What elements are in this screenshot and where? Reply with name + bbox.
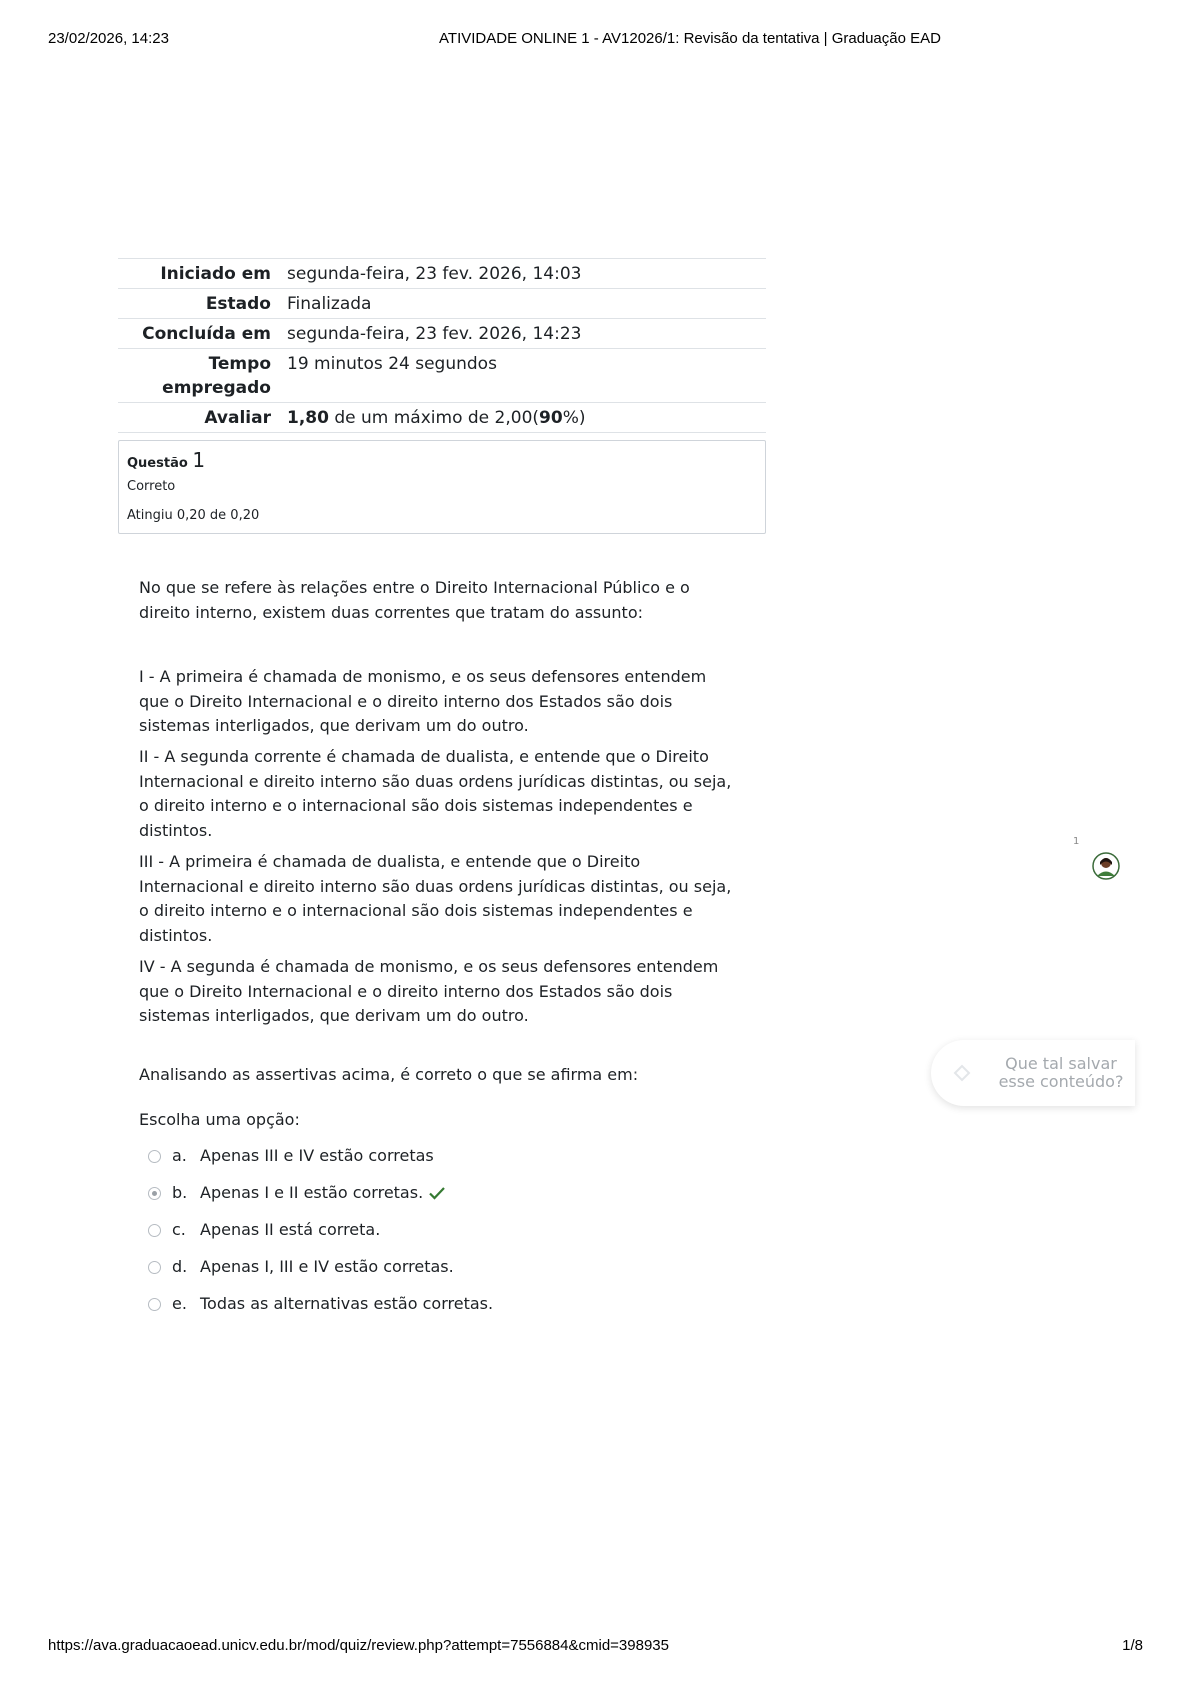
- option-text: Apenas II está correta.: [200, 1220, 381, 1239]
- question-prompt: Analisando as assertivas acima, é correto o que se afirma em:: [139, 1065, 639, 1084]
- print-url: https://ava.graduacaoead.unicv.edu.br/mod/quiz/review.php?attempt=7556884&cmid=398935: [48, 1637, 669, 1654]
- statement-2: II - A segunda corrente é chamada de dualista, e entende que o Direito Internacional e direito interno são duas ordens jurídicas distintas, ou seja, o direito interno e o internacional são dois sistemas independentes e distintos.: [139, 747, 732, 840]
- radio-button[interactable]: [148, 1150, 161, 1163]
- save-bookmark-icon: [949, 1060, 975, 1086]
- option-text-wrap: [200, 1183, 445, 1202]
- summary-value: 19 minutos 24 segundos: [287, 349, 766, 403]
- summary-row-completed: [118, 319, 766, 349]
- summary-row-state: [118, 289, 766, 319]
- radio-button[interactable]: [148, 1224, 161, 1237]
- notification-count: 1: [1073, 836, 1080, 847]
- grade-score: 1,80: [287, 408, 329, 428]
- print-title: ATIVIDADE ONLINE 1 - AV12026/1: Revisão da tentativa | Graduação EAD: [439, 30, 941, 47]
- question-number-value: 1: [192, 448, 206, 472]
- print-date: 23/02/2026, 14:23: [48, 30, 169, 47]
- option-letter: a.: [172, 1146, 187, 1165]
- summary-label: Concluída em: [118, 319, 287, 349]
- summary-row-started: [118, 259, 766, 289]
- question-intro: No que se refere às relações entre o Direito Internacional Público e o direito interno, existem duas correntes que tratam do assunto:: [139, 578, 690, 622]
- save-line1: Que tal salvar: [1005, 1054, 1117, 1073]
- option-text: Apenas III e IV estão corretas: [200, 1146, 434, 1165]
- page-number: 1/8: [1122, 1637, 1143, 1654]
- question-label: Questão: [127, 456, 188, 471]
- question-state: Correto: [127, 479, 176, 494]
- summary-value: segunda-feira, 23 fev. 2026, 14:03: [287, 259, 766, 289]
- radio-button[interactable]: [148, 1261, 161, 1274]
- save-content-widget[interactable]: [931, 1040, 1135, 1106]
- question-number: [127, 448, 205, 472]
- summary-label: Estado: [118, 289, 287, 319]
- option-letter: d.: [172, 1257, 188, 1276]
- save-content-text: [991, 1055, 1131, 1091]
- summary-grade-value: [287, 403, 766, 433]
- summary-value: Finalizada: [287, 289, 766, 319]
- radio-button-selected[interactable]: [148, 1187, 161, 1200]
- correct-check-icon: [429, 1186, 445, 1200]
- question-info-box: [118, 440, 766, 534]
- summary-value: segunda-feira, 23 fev. 2026, 14:23: [287, 319, 766, 349]
- save-line2: esse conteúdo?: [998, 1072, 1124, 1091]
- summary-label-line1: Tempo: [208, 354, 271, 374]
- statement-1: I - A primeira é chamada de monismo, e os seus defensores entendem que o Direito Internacional e o direito interno dos Estados são dois sistemas interligados, que derivam um do outro.: [139, 667, 707, 735]
- summary-label-line2: empregado: [162, 378, 271, 398]
- statement-3: III - A primeira é chamada de dualista, e entende que o Direito Internacional e direito interno são duas ordens jurídicas distintas, ou seja, o direito interno e o internacional são dois sistemas independentes e distintos.: [139, 852, 732, 945]
- option-text: Apenas I, III e IV estão corretas.: [200, 1257, 454, 1276]
- summary-label: Avaliar: [118, 403, 287, 433]
- option-letter: e.: [172, 1294, 187, 1313]
- choose-option-label: Escolha uma opção:: [139, 1110, 300, 1129]
- avatar[interactable]: [1092, 852, 1120, 880]
- question-grade: Atingiu 0,20 de 0,20: [127, 508, 260, 523]
- option-letter: c.: [172, 1220, 186, 1239]
- grade-suffix: %): [562, 408, 586, 428]
- option-text: Apenas I e II estão corretas.: [200, 1183, 424, 1202]
- option-letter: b.: [172, 1183, 188, 1202]
- grade-middle: de um máximo de 2,00(: [334, 408, 540, 428]
- grade-percent: 90: [539, 408, 563, 428]
- option-text: Todas as alternativas estão corretas.: [200, 1294, 494, 1313]
- attempt-summary-table: [118, 258, 766, 433]
- summary-label: Iniciado em: [118, 259, 287, 289]
- statement-4: IV - A segunda é chamada de monismo, e os seus defensores entendem que o Direito Internacional e o direito interno dos Estados são dois sistemas interligados, que derivam um do outro.: [139, 957, 719, 1025]
- radio-button[interactable]: [148, 1298, 161, 1311]
- summary-row-time-taken: [118, 349, 766, 403]
- summary-label: [118, 349, 287, 403]
- summary-row-grade: [118, 403, 766, 433]
